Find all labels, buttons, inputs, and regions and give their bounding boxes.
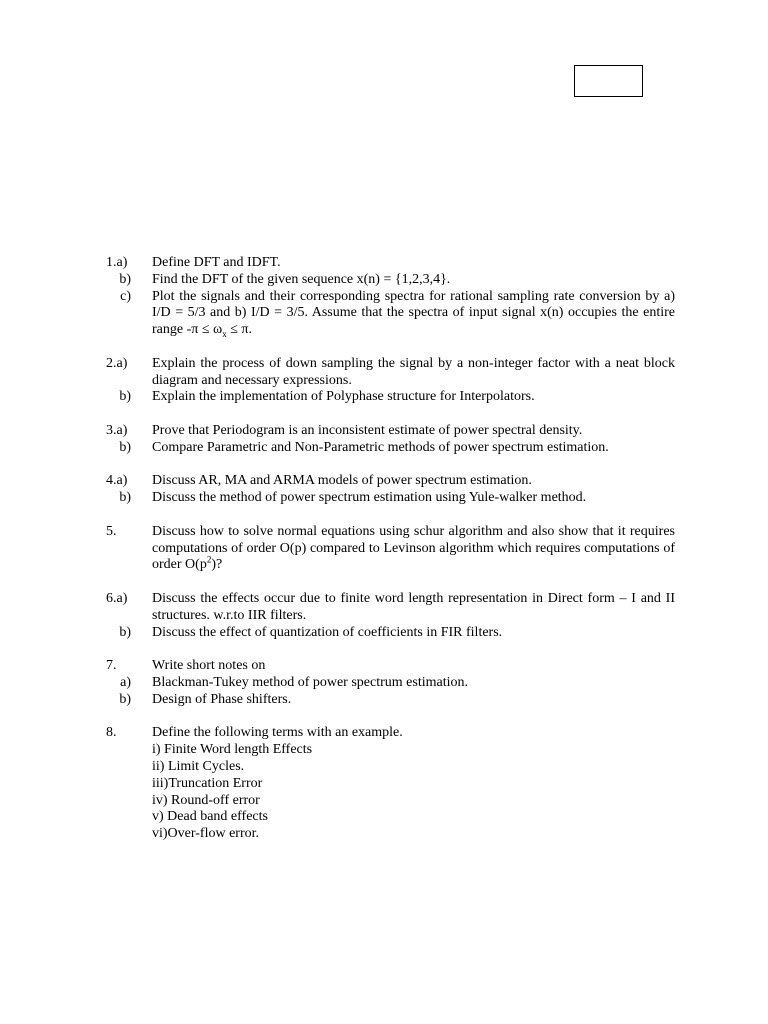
question-group bbox=[0, 591, 768, 641]
question-item bbox=[0, 389, 768, 406]
question-text: Prove that Periodogram is an inconsistent estimate of power spectral density. bbox=[152, 422, 583, 438]
question-item bbox=[0, 658, 768, 675]
question-text: Write short notes on bbox=[152, 658, 266, 674]
question-item bbox=[0, 742, 768, 759]
question-item bbox=[0, 793, 768, 810]
question-number: 2.a) bbox=[106, 355, 128, 371]
question-text: Discuss the effects occur due to finite word length representation in Direct form – I and II structures. w.r.to IIR filters. bbox=[152, 590, 675, 623]
question-item bbox=[0, 490, 768, 507]
question-list bbox=[0, 255, 768, 860]
question-item bbox=[0, 759, 768, 776]
question-number bbox=[0, 759, 131, 776]
question-group bbox=[0, 725, 768, 843]
hall-ticket-number-box bbox=[574, 65, 643, 97]
question-item bbox=[0, 473, 768, 490]
question-number: 6.a) bbox=[106, 590, 128, 606]
question-text: Compare Parametric and Non-Parametric methods of power spectrum estimation. bbox=[152, 439, 609, 455]
question-text: v) Dead band effects bbox=[152, 809, 268, 825]
question-text: Discuss the effect of quantization of coefficients in FIR filters. bbox=[152, 624, 503, 640]
question-text: Explain the process of down sampling the signal by a non-integer factor with a neat block diagram and necessary expressions. bbox=[152, 355, 675, 388]
question-text: Explain the implementation of Polyphase structure for Interpolators. bbox=[152, 389, 535, 405]
question-number bbox=[0, 742, 131, 759]
question-text: iii)Truncation Error bbox=[152, 775, 263, 791]
question-text: Define the following terms with an example. bbox=[152, 725, 403, 741]
question-group bbox=[0, 524, 768, 574]
question-number: b) bbox=[119, 271, 131, 287]
question-text: ii) Limit Cycles. bbox=[152, 758, 245, 774]
question-number: 7. bbox=[106, 658, 117, 674]
question-number: b) bbox=[119, 624, 131, 640]
question-group bbox=[0, 423, 768, 457]
question-text: Define DFT and IDFT. bbox=[152, 255, 281, 270]
question-number bbox=[0, 793, 131, 810]
question-item bbox=[0, 255, 768, 272]
question-item bbox=[0, 440, 768, 457]
question-number: b) bbox=[119, 389, 131, 405]
question-item bbox=[0, 272, 768, 289]
question-text: Find the DFT of the given sequence x(n) = {1,2,3,4}. bbox=[152, 271, 451, 287]
question-item bbox=[0, 423, 768, 440]
question-number bbox=[0, 809, 131, 826]
question-group bbox=[0, 473, 768, 507]
question-item bbox=[0, 725, 768, 742]
question-group bbox=[0, 356, 768, 406]
question-number: 5. bbox=[106, 523, 117, 539]
question-number: 1.a) bbox=[106, 255, 128, 270]
question-number: a) bbox=[120, 674, 131, 690]
question-number: b) bbox=[119, 490, 131, 506]
question-text: Design of Phase shifters. bbox=[152, 691, 292, 707]
question-item bbox=[0, 826, 768, 843]
question-number: b) bbox=[119, 439, 131, 455]
question-group bbox=[0, 255, 768, 339]
question-item bbox=[0, 776, 768, 793]
question-item bbox=[0, 692, 768, 709]
question-text: iv) Round-off error bbox=[152, 792, 260, 808]
question-group bbox=[0, 658, 768, 708]
question-item bbox=[0, 625, 768, 642]
question-item bbox=[0, 591, 768, 625]
question-number bbox=[0, 776, 131, 793]
question-number: c) bbox=[120, 288, 131, 304]
question-item bbox=[0, 289, 768, 339]
question-item bbox=[0, 675, 768, 692]
question-number: 8. bbox=[106, 725, 117, 741]
question-text: Discuss AR, MA and ARMA models of power spectrum estimation. bbox=[152, 473, 532, 489]
question-item bbox=[0, 524, 768, 574]
question-number: 4.a) bbox=[106, 473, 128, 489]
question-number: b) bbox=[119, 691, 131, 707]
question-text: Blackman-Tukey method of power spectrum estimation. bbox=[152, 674, 468, 690]
question-text: Plot the signals and their corresponding spectra for rational sampling rate conversion by a) I/D = 5/3 and b) I/D = 3/5. Assume that the spectra of input signal x(n) occupies the entire range $-\pi \le \omega_x \le \pi$. bbox=[152, 288, 675, 339]
question-text: vi)Over-flow error. bbox=[152, 826, 260, 842]
question-item bbox=[0, 809, 768, 826]
question-number: 3.a) bbox=[106, 422, 128, 438]
question-item bbox=[0, 356, 768, 390]
question-text: Discuss how to solve normal equations using schur algorithm and also show that it requires computations of order O(p) compared to Levinson algorithm which requires computations of order $O(p^2)$? bbox=[152, 523, 675, 573]
question-number bbox=[0, 826, 131, 843]
question-text: i) Finite Word length Effects bbox=[152, 742, 313, 758]
question-text: Discuss the method of power spectrum estimation using Yule-walker method. bbox=[152, 490, 587, 506]
